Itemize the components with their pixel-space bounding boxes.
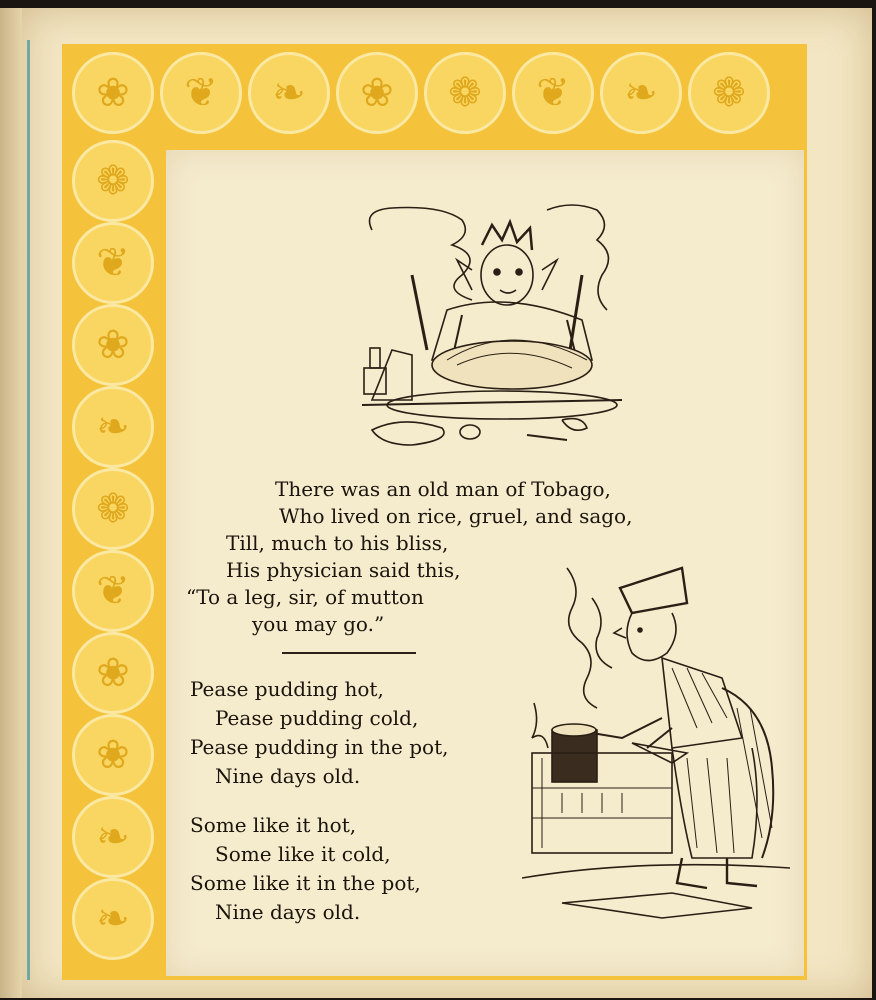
dog-icon: ❧ xyxy=(72,878,154,960)
pig-icon: ❁ xyxy=(72,468,154,550)
verse-line: His physician said this, xyxy=(226,558,461,582)
verse-line: Nine days old. xyxy=(215,764,361,788)
horse-icon: ❧ xyxy=(72,796,154,878)
verse-line: Who lived on rice, gruel, and sago, xyxy=(279,504,633,528)
frog-icon: ❀ xyxy=(72,714,154,796)
verse-line: There was an old man of Tobago, xyxy=(275,477,611,501)
spine-line xyxy=(27,40,30,980)
deer-icon: ❀ xyxy=(72,304,154,386)
verse-line: “To a leg, sir, of mutton xyxy=(186,585,424,609)
sheep-icon: ❁ xyxy=(424,52,506,134)
cat-icon: ❧ xyxy=(248,52,330,134)
goat-icon: ❀ xyxy=(336,52,418,134)
verse-line: Some like it cold, xyxy=(215,842,391,866)
cow-icon: ❦ xyxy=(512,52,594,134)
duck-icon: ❁ xyxy=(72,140,154,222)
verse-line: Pease pudding in the pot, xyxy=(190,735,449,759)
verse-line: Pease pudding hot, xyxy=(190,677,384,701)
bird-icon: ❦ xyxy=(160,52,242,134)
fox-icon: ❧ xyxy=(72,386,154,468)
verse-line: Some like it hot, xyxy=(190,813,357,837)
duck-icon: ❁ xyxy=(688,52,770,134)
woman-cooking-pot-illustration xyxy=(522,558,790,920)
man-carving-roast-illustration xyxy=(352,200,624,455)
owl-icon: ❀ xyxy=(72,632,154,714)
divider-rule xyxy=(282,652,416,654)
owl-icon: ❀ xyxy=(72,52,154,134)
verse-line: Pease pudding cold, xyxy=(215,706,419,730)
verse-line: Till, much to his bliss, xyxy=(226,531,449,555)
dog-icon: ❧ xyxy=(600,52,682,134)
verse-line: Nine days old. xyxy=(215,900,361,924)
verse-line: Some like it in the pot, xyxy=(190,871,421,895)
verse-line: you may go.” xyxy=(252,612,385,636)
wolf-icon: ❦ xyxy=(72,550,154,632)
donkey-icon: ❦ xyxy=(72,222,154,304)
